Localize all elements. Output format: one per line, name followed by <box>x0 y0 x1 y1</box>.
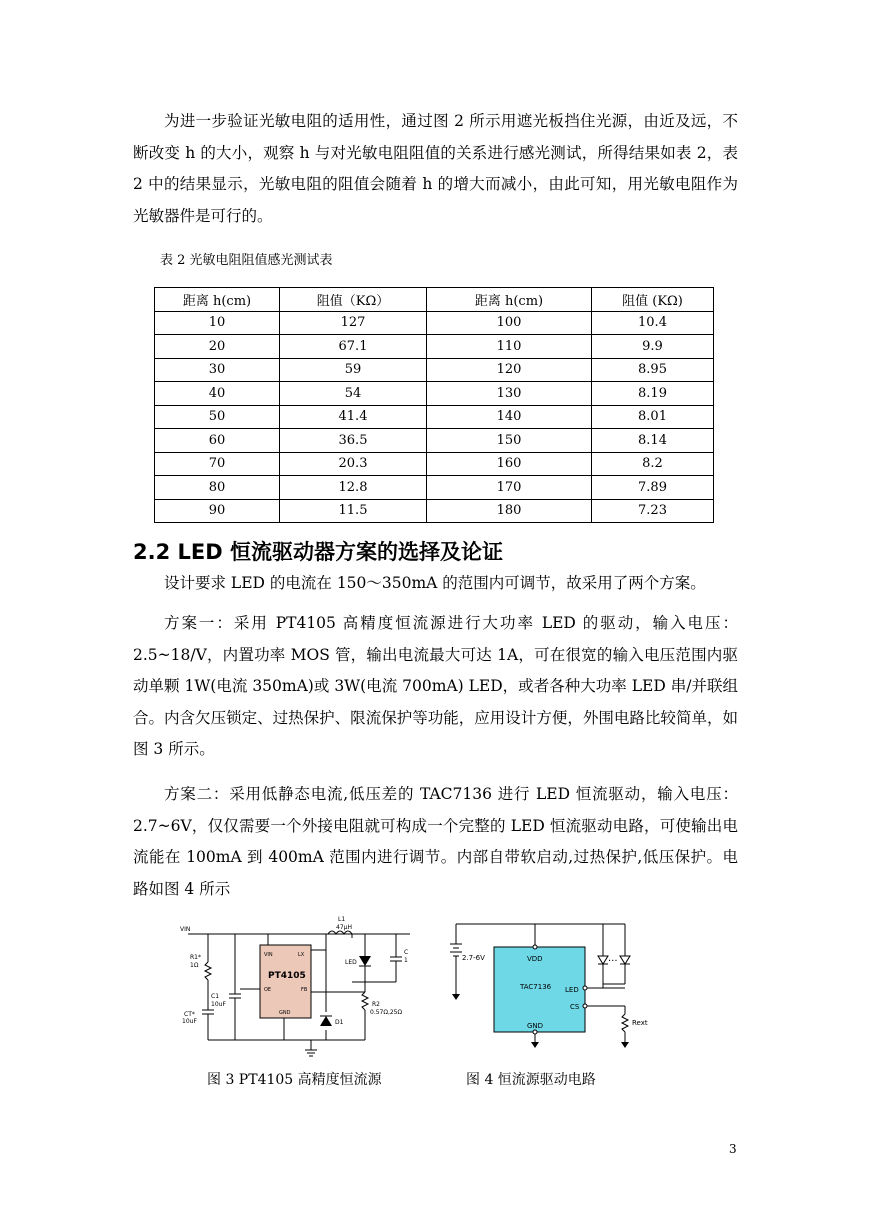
cell: 80 <box>155 476 280 500</box>
pin-gnd: GND <box>527 1022 544 1030</box>
cell: 150 <box>427 429 592 453</box>
table-caption: 表 2 光敏电阻阻值感光测试表 <box>160 253 333 268</box>
cell: 8.2 <box>592 452 714 476</box>
cell: 8.01 <box>592 405 714 429</box>
label-rext: Rext <box>632 1019 648 1027</box>
tac7136-label: TAC7136 <box>520 983 552 991</box>
cell: 10.4 <box>592 311 714 335</box>
pin-gnd: GND <box>279 1010 291 1016</box>
cell: 67.1 <box>280 335 427 359</box>
label-c2-value: 1 <box>404 957 408 964</box>
table-row <box>155 358 714 382</box>
header-resistance-1: 阻值（KΩ） <box>280 288 427 312</box>
cell: 36.5 <box>280 429 427 453</box>
label-ct-value: 10uF <box>182 1018 197 1025</box>
table-row <box>155 476 714 500</box>
intro-paragraph: 为进一步验证光敏电阻的适用性，通过图 2 所示用遮光板挡住光源，由近及远，不断改变 h 的大小，观察 h 与对光敏电阻阻值的关系进行感光测试，所得结果如表 2，表 2 中的结果显示，光敏电阻的阻值会随着 h 的增大而减小，由此可知，用光敏电阻作为光敏器件是可行的。 <box>133 112 738 225</box>
pin-cs: CS <box>570 1003 580 1011</box>
label-c1: C1 <box>211 993 220 1000</box>
pin-vdd: VDD <box>527 955 543 963</box>
label-r1: R1* <box>190 954 201 961</box>
cell: 41.4 <box>280 405 427 429</box>
cell: 54 <box>280 382 427 406</box>
pin-vin: VIN <box>264 952 273 958</box>
label-d1: D1 <box>335 1019 344 1026</box>
header-distance-1: 距离 h(cm) <box>155 288 280 312</box>
pin-lx: LX <box>298 952 305 958</box>
cell: 9.9 <box>592 335 714 359</box>
cell: 8.14 <box>592 429 714 453</box>
table-row <box>155 499 714 523</box>
cell: 50 <box>155 405 280 429</box>
cell: 70 <box>155 452 280 476</box>
cell: 20.3 <box>280 452 427 476</box>
table-row <box>155 405 714 429</box>
cell: 8.19 <box>592 382 714 406</box>
pin-fb: FB <box>301 987 308 993</box>
photoresistor-table <box>154 287 714 523</box>
scheme-two-paragraph: 方案二：采用低静态电流,低压差的 TAC7136 进行 LED 恒流驱动，输入电压：2.7~6V，仅仅需要一个外接电阻就可构成一个完整的 LED 恒流驱动电路，可使输出电流能在 100mA 到 400mA 范围内进行调节。内部自带软启动,过热保护,低压保护。电路如图 4 所示 <box>133 785 738 898</box>
header-resistance-2: 阻值 (KΩ) <box>592 288 714 312</box>
cell: 12.8 <box>280 476 427 500</box>
label-supply-voltage: 2.7-6V <box>462 954 485 962</box>
table-row <box>155 382 714 406</box>
cell: 110 <box>427 335 592 359</box>
cell: 180 <box>427 499 592 523</box>
table-row <box>155 335 714 359</box>
cell: 11.5 <box>280 499 427 523</box>
pt4105-circuit-diagram <box>178 912 418 1060</box>
table-row <box>155 311 714 335</box>
page-number: 3 <box>729 1142 737 1156</box>
figure-4-caption: 图 4 恒流源驱动电路 <box>466 1072 596 1088</box>
label-led: LED <box>345 959 357 966</box>
pin-oe: OE <box>264 987 272 993</box>
requirement-paragraph: 设计要求 LED 的电流在 150～350mA 的范围内可调节，故采用了两个方案。 <box>164 574 706 592</box>
led-diode-symbol <box>359 956 371 966</box>
label-l1: L1 <box>338 916 346 923</box>
label-l1-value: 47μH <box>336 924 352 931</box>
led-chain-dots: ··· <box>608 956 618 967</box>
pin-led: LED <box>565 986 579 994</box>
scheme-one-paragraph: 方案一：采用 PT4105 高精度恒流源进行大功率 LED 的驱动，输入电压：2.5~18/V，内置功率 MOS 管，输出电流最大可达 1A，可在很宽的输入电压范围内驱动单颗 1W(电流 350mA)或 3W(电流 700mA) LED，或者各种大功率 LED 串/并联组合。内含欠压锁定、过热保护、限流保护等功能，应用设计方便，外围电路比较简单，如图 3 所示。 <box>133 614 738 758</box>
header-distance-2: 距离 h(cm) <box>427 288 592 312</box>
cell: 170 <box>427 476 592 500</box>
cell: 127 <box>280 311 427 335</box>
cell: 8.95 <box>592 358 714 382</box>
cell: 60 <box>155 429 280 453</box>
cell: 59 <box>280 358 427 382</box>
table-row <box>155 452 714 476</box>
cell: 20 <box>155 335 280 359</box>
pt4105-label: PT4105 <box>268 971 306 981</box>
label-r1-value: 1Ω <box>190 962 199 969</box>
label-c2: C <box>404 949 409 956</box>
label-ct: CT* <box>184 1011 195 1018</box>
cell: 160 <box>427 452 592 476</box>
label-r2: R2 <box>372 1001 380 1008</box>
table-row <box>155 429 714 453</box>
label-vin: VIN <box>180 926 191 933</box>
tac7136-circuit-diagram <box>436 914 658 1052</box>
table-header-row <box>155 288 714 312</box>
label-c1-value: 10uF <box>211 1001 226 1008</box>
cell: 7.23 <box>592 499 714 523</box>
section-heading: 2.2 LED 恒流驱动器方案的选择及论证 <box>133 540 503 564</box>
cell: 90 <box>155 499 280 523</box>
cell: 10 <box>155 311 280 335</box>
label-r2-value: 0.57Ω,25Ω <box>370 1009 403 1016</box>
figure-3-caption: 图 3 PT4105 高精度恒流源 <box>207 1072 382 1088</box>
cell: 100 <box>427 311 592 335</box>
cell: 130 <box>427 382 592 406</box>
cell: 140 <box>427 405 592 429</box>
cell: 120 <box>427 358 592 382</box>
cell: 30 <box>155 358 280 382</box>
cell: 40 <box>155 382 280 406</box>
cell: 7.89 <box>592 476 714 500</box>
